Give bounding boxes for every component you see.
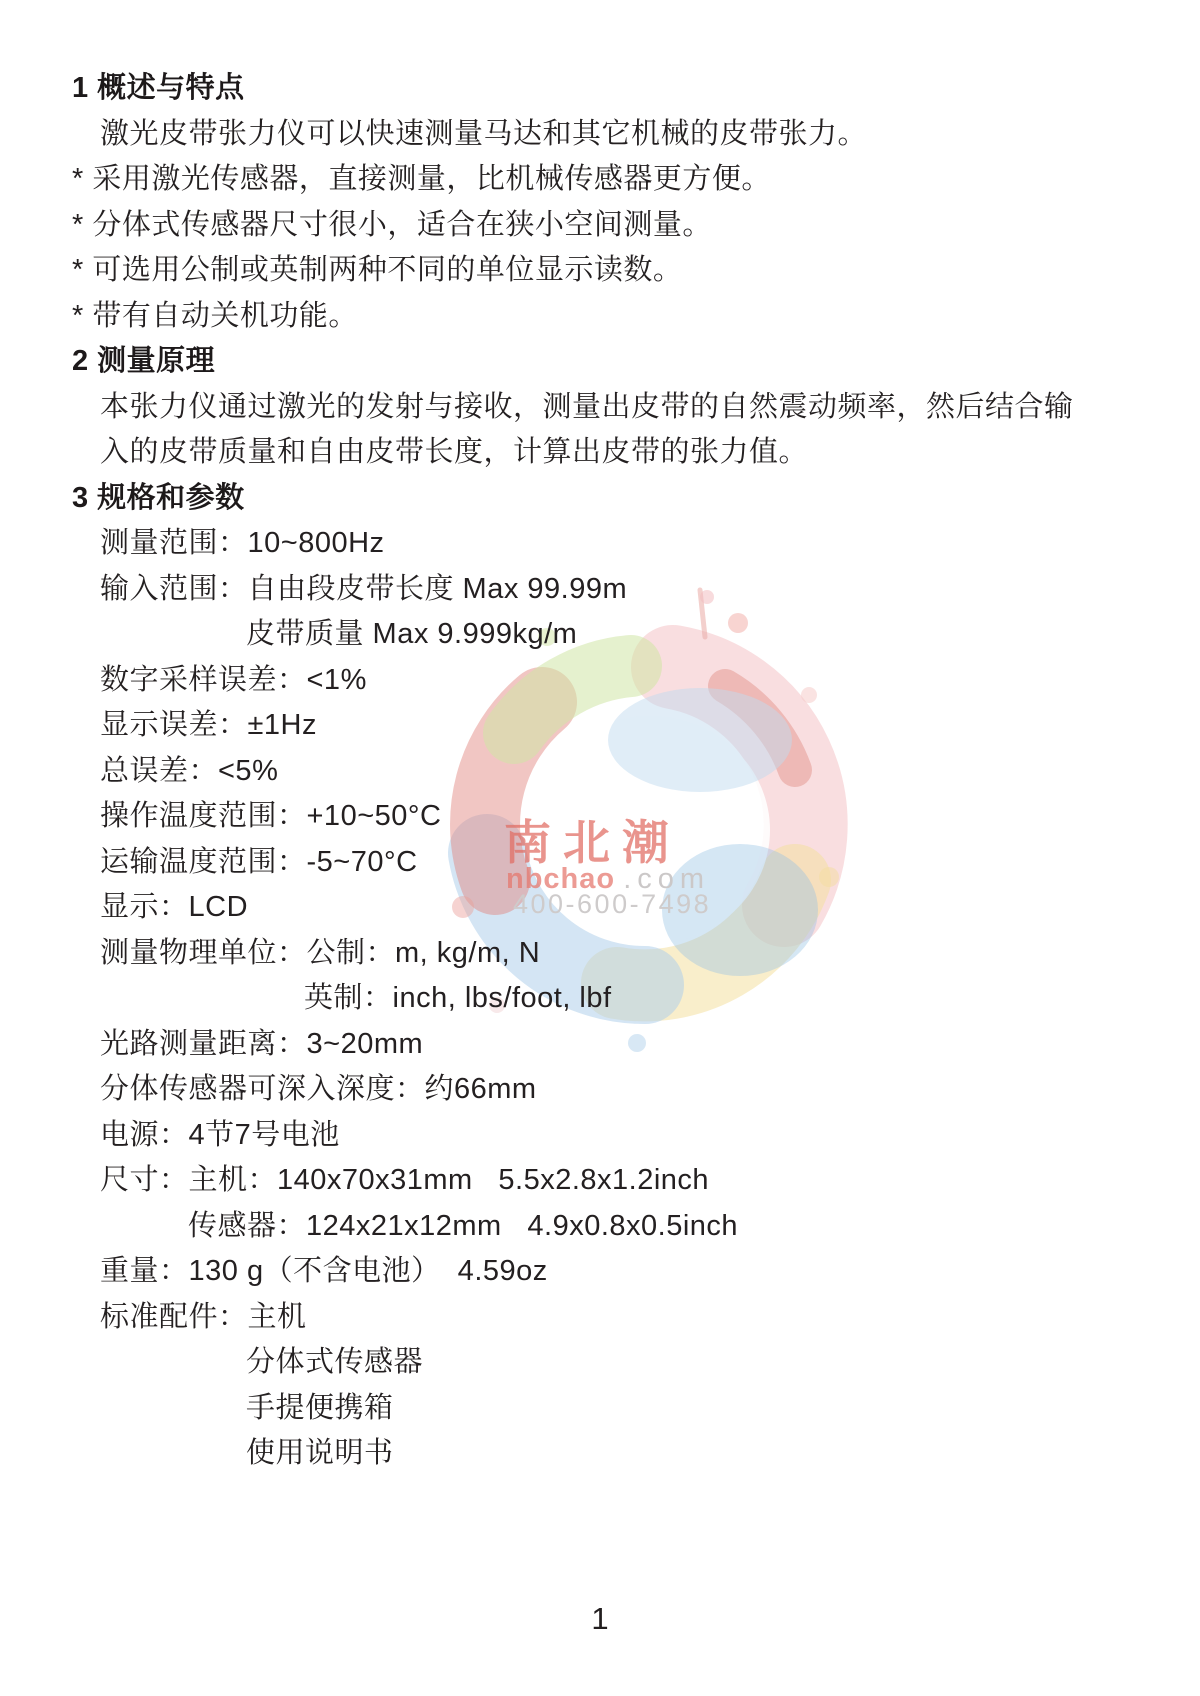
text-line: 操作温度范围：+10~50°C	[100, 800, 442, 832]
document-body	[0, 66, 1200, 1477]
section-heading: 3 规格和参数	[72, 481, 245, 514]
section-heading: 2 测量原理	[72, 345, 216, 377]
text-line: 显示：LCD	[100, 891, 249, 923]
text-line: 本张力仪通过激光的发射与接收，测量出皮带的自然震动频率，然后结合输	[100, 390, 1074, 423]
watermark-phone: 400-600-7498	[513, 889, 712, 919]
text-line: 显示误差：±1Hz	[100, 709, 317, 741]
text-line: 电源：4节7号电池	[100, 1118, 340, 1151]
text-line: 运输温度范围：-5~70°C	[100, 845, 418, 878]
text-line: 光路测量距离：3~20mm	[100, 1027, 424, 1060]
text-line: 使用说明书	[246, 1437, 394, 1469]
text-line: 总误差：<5%	[100, 754, 279, 787]
text-line: 分体式传感器	[246, 1346, 424, 1378]
text-line: 分体传感器可深入深度：约66mm	[100, 1073, 537, 1105]
text-line: 测量物理单位：公制：m, kg/m, N	[100, 936, 541, 969]
text-line: 激光皮带张力仪可以快速测量马达和其它机械的皮带张力。	[100, 117, 868, 150]
page-number: 1	[591, 1601, 609, 1636]
text-line: 标准配件：主机	[100, 1300, 307, 1333]
text-line: 英制：inch, lbs/foot, lbf	[304, 982, 612, 1014]
text-line: * 带有自动关机功能。	[72, 299, 358, 332]
text-line: 尺寸：主机：140x70x31mm 5.5x2.8x1.2inch	[100, 1164, 710, 1196]
watermark-brand-text: 南北潮	[504, 816, 681, 869]
section-heading: 1 概述与特点	[72, 72, 245, 104]
text-line: 入的皮带质量和自由皮带长度，计算出皮带的张力值。	[100, 436, 809, 468]
text-line: 皮带质量 Max 9.999kg/m	[246, 618, 578, 650]
text-line: 数字采样误差：<1%	[100, 663, 367, 696]
text-line: * 分体式传感器尺寸很小，适合在狭小空间测量。	[72, 208, 712, 241]
text-line: 重量：130 g（不含电池） 4.59oz	[100, 1255, 548, 1287]
text-line: 传感器：124x21x12mm 4.9x0.8x0.5inch	[188, 1209, 739, 1242]
watermark-domain-red: nbchao	[506, 863, 616, 895]
text-line: * 采用激光传感器，直接测量，比机械传感器更方便。	[72, 163, 771, 195]
watermark-domain-gray: .com	[623, 863, 711, 895]
text-line: * 可选用公制或英制两种不同的单位显示读数。	[72, 254, 683, 286]
text-line: 输入范围：自由段皮带长度 Max 99.99m	[100, 572, 628, 605]
text-line: 测量范围：10~800Hz	[100, 527, 385, 559]
text-line: 手提便携箱	[246, 1391, 394, 1424]
